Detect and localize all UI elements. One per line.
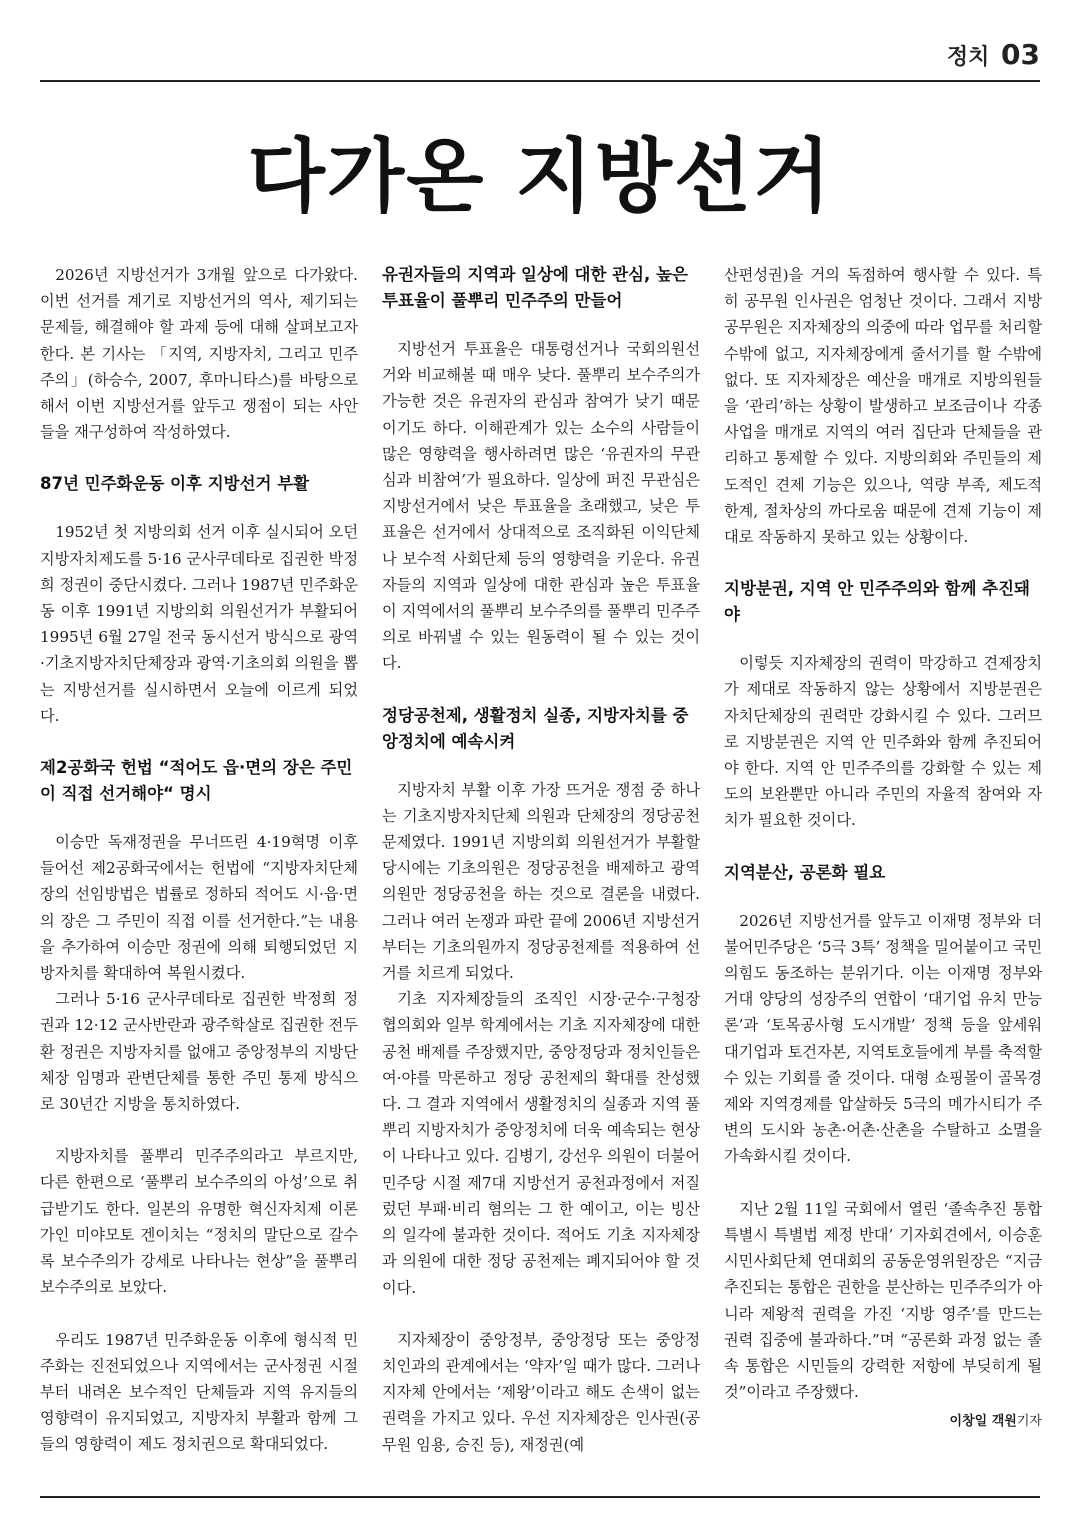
paragraph: 기초 지자체장들의 조직인 시장·군수·구청장협의회와 일부 학계에서는 기초 지자체장에 대한 공천 배제를 주장했지만, 중앙정당과 정치인들은 여·야를 막론하고 정당 공천제의 확대를 찬성했다. 그 결과 지역에서 생활정치의 실종과 지역 풀뿌리 지방자치가 중앙정치에 더욱 예속되는 현상이 나타나고 있다. 김병기, 강선우 의원이 더불어민주당 시절 제7대 지방선거 공천과정에서 저질렀던 부패·비리 혐의는 그 한 예이고, 이는 빙산의 일각에 불과한 것이다. 적어도 기초 지자체장과 의원에 대한 정당 공천제는 폐지되어야 할 것이다. xyxy=(382,990,700,1297)
paragraph: 1952년 첫 지방의회 선거 이후 실시되어 오던 지방자치제도를 5·16 군사쿠데타로 집권한 박정희 정권이 중단시켰다. 그러나 1987년 민주화운동 이후 1991년 지방의회 의원선거가 부활되어 1995년 6월 27일 전국 동시선거 방식으로 광역·기초지방자치단체장과 광역·기초의회 의원을 뽑는 지방선거를 실시하면서 오늘에 이르게 되었다. xyxy=(40,523,358,725)
column-2 xyxy=(382,262,700,1458)
page-header xyxy=(40,30,1040,82)
subheading: 유권자들의 지역과 일상에 대한 관심, 높은 투표율이 풀뿌리 민주주의 만들어 xyxy=(382,265,688,310)
subheading: 87년 민주화운동 이후 지방선거 부활 xyxy=(40,474,310,494)
paragraph: 지방자치를 풀뿌리 민주주의라고 부르지만, 다른 한편으로 ‘풀뿌리 보수주의의 아성’으로 취급받기도 한다. 일본의 유명한 혁신자치제 이론가인 미야모토 겐이치는 “정치의 말단으로 갈수록 보수주의가 강세로 나타나는 현상”을 풀뿌리 보수주의로 보았다. xyxy=(40,1147,358,1297)
paragraph: 그러나 5·16 군사쿠데타로 집권한 박정희 정권과 12·12 군사반란과 광주학살로 집권한 전두환 정권은 지방자치를 없애고 중앙정부의 지방단체장 임명과 관변단체를 통한 주민 통제 방식으로 30년간 지방을 통치하였다. xyxy=(40,990,358,1114)
article-title: 다가온 지방선거 xyxy=(247,130,833,223)
paragraph: 우리도 1987년 민주화운동 이후에 형식적 민주화는 진전되었으나 지역에서는 군사정권 시절부터 내려온 보수적인 단체들과 지역 유지들의 영향력이 유지되었고, 지방자치 부활과 함께 그들의 영향력이 제도 정치권으로 확대되었다. xyxy=(40,1330,358,1454)
section-name: 정치 xyxy=(946,45,990,70)
paragraph: 지난 2월 11일 국회에서 열린 ‘졸속추진 통합특별시 특별법 제정 반대’ 기자회견에서, 이승훈 시민사회단체 연대회의 공동운영위원장은 “지금 추진되는 통합은 권한을 분산하는 민주주의가 아니라 제왕적 권력을 가진 ‘지방 영주’를 만드는 권력 집중에 불과하다.”며 “공론화 과정 없는 졸속 통합은 시민들의 강력한 저항에 부딪히게 될 것”이라고 주장했다. xyxy=(724,1199,1042,1402)
paragraph: 2026년 지방선거가 3개월 앞으로 다가왔다. 이번 선거를 계기로 지방선거의 역사, 제기되는 문제들, 해결해야 할 과제 등에 대해 살펴보고자 한다. 본 기사는 「지역, 지방자치, 그리고 민주주의」(하승수, 2007, 후마니타스)를 바탕으로 해서 이번 지방선거를 앞두고 쟁점이 되는 사안들을 재구성하여 작성하였다. xyxy=(40,266,358,442)
paragraph: 지방자치 부활 이후 가장 뜨거운 쟁점 중 하나는 기초지방자치단체 의원과 단체장의 정당공천 문제였다. 1991년 지방의회 의원선거가 부활할 당시에는 기초의원은 정당공천을 배제하고 광역의원만 정당공천을 하는 것으로 결론을 내렸다. 그러나 여러 논쟁과 파란 끝에 2006년 지방선거부터는 기초의원까지 정당공천제를 적용하여 선거를 치르게 되었다. xyxy=(382,780,700,983)
byline xyxy=(724,1409,1042,1435)
byline-role: 기자 xyxy=(1016,1414,1042,1430)
paragraph: 이승만 독재정권을 무너뜨린 4·19혁명 이후 들어선 제2공화국에서는 헌법에 “지방자치단체장의 선임방법은 법률로 정하되 적어도 시·읍·면의 장은 그 주민이 직접 이를 선거한다.”는 내용을 추가하여 이승만 정권에 의해 퇴행되었던 지방자치를 확대하여 복원시켰다. xyxy=(40,833,358,983)
paragraph: 이렇듯 지자체장의 권력이 막강하고 견제장치가 제대로 작동하지 않는 상황에서 지방분권은 자치단체장의 권력만 강화시킬 수 있다. 그러므로 지방분권은 지역 안 민주화와 함께 추진되어야 한다. 지역 안 민주주의를 강화할 수 있는 제도의 보완뿐만 아니라 주민의 자율적 참여와 자치가 필요한 것이다. xyxy=(724,654,1042,830)
subheading: 지역분산, 공론화 필요 xyxy=(724,862,886,882)
subheading: 제2공화국 헌법 “적어도 읍·면의 장은 주민이 직접 선거해야“ 명시 xyxy=(40,758,353,804)
paragraph: 2026년 지방선거를 앞두고 이재명 정부와 더불어민주당은 ‘5극 3특’ 정책을 밀어붙이고 국민의힘도 동조하는 분위기다. 이는 이재명 정부와 거대 양당의 성장주의 연합이 ‘대기업 유치 만능론’과 ‘토목공사형 도시개발’ 정책 등을 앞세워 대기업과 토건자본, 지역토호들에게 부를 축적할 수 있는 기회를 줄 것이다. 대형 쇼핑몰이 골목경제와 지역경제를 압살하듯 5극의 메가시티가 주변의 도시와 농촌·어촌·산촌을 수탈하고 소멸을 가속화시킬 것이다. xyxy=(724,911,1042,1166)
subheading: 지방분권, 지역 안 민주주의와 함께 추진돼야 xyxy=(724,579,1030,625)
column-3 xyxy=(724,262,1042,1436)
paragraph: 지방선거 투표율은 대통령선거나 국회의원선거와 비교해볼 때 매우 낮다. 풀뿌리 보수주의가 가능한 것은 유권자의 관심과 참여가 낮기 때문이기도 하다. 이해관계가 있는 소수의 사람들이 많은 영향력을 행사하려면 많은 ‘유권자의 무관심과 비참여’가 필요하다. 일상에 퍼진 무관심은 지방선거에서 낮은 투표율을 초래했고, 낮은 투표율은 선거에서 상대적으로 조직화된 이익단체나 보수적 사회단체 등의 영향력을 키운다. 유권자들의 지역과 일상에 대한 관심과 높은 투표율이 지역에서의 풀뿌리 보수주의를 풀뿌리 민주주의로 바꿔낼 수 있는 원동력이 될 수 있는 것이다. xyxy=(382,340,700,673)
page-number: 03 xyxy=(1001,38,1040,71)
byline-name: 이창일 객원 xyxy=(949,1414,1017,1430)
paragraph: 지자체장이 중앙정부, 중앙정당 또는 중앙정치인과의 관계에서는 ‘약자’일 때가 많다. 그러나 지자체 안에서는 ‘제왕’이라고 해도 손색이 없는 권력을 가지고 있다. 우선 지자체장은 인사권(공무원 임용, 승진 등), 재정권(예 xyxy=(382,1330,700,1454)
paragraph: 산편성권)을 거의 독점하여 행사할 수 있다. 특히 공무원 인사권은 엄청난 것이다. 그래서 지방 공무원은 지자체장의 의중에 따라 업무를 처리할 수밖에 없고, 지자체장에게 줄서기를 할 수밖에 없다. 또 지자체장은 예산을 매개로 지방의원들을 ‘관리’하는 상황이 발생하고 보조금이나 각종 사업을 매개로 지역의 여러 집단과 단체들을 관리하고 통제할 수 있다. 지방의회와 주민들의 제도적인 견제 기능은 있으나, 역량 부족, 제도적 한계, 절차상의 까다로움 때문에 견제 기능이 제대로 작동하지 못하고 있는 상황이다. xyxy=(724,266,1042,547)
section-label xyxy=(947,38,1040,71)
footer-rule xyxy=(40,1496,1040,1498)
subheading: 정당공천제, 생활정치 실종, 지방자치를 중앙정치에 예속시켜 xyxy=(382,705,689,751)
column-1 xyxy=(40,262,358,1458)
